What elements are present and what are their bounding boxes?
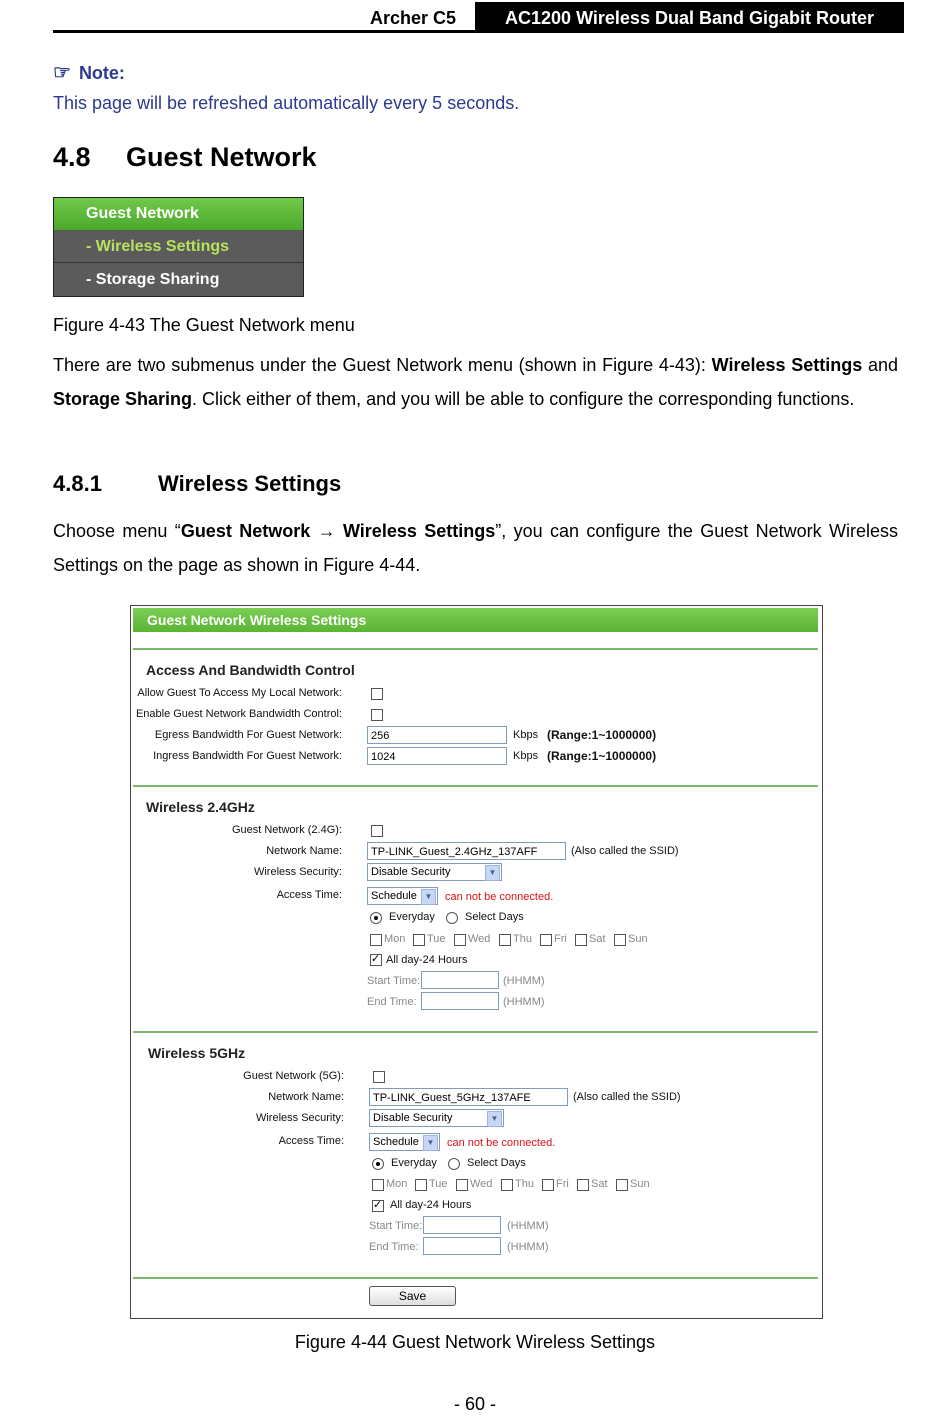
w24-wed-label: Wed bbox=[468, 933, 491, 945]
egress-unit: Kbps bbox=[513, 729, 539, 741]
note-heading bbox=[53, 60, 125, 85]
chevron-down-icon: ▼ bbox=[423, 1135, 438, 1151]
bandwidth-control-label: Enable Guest Network Bandwidth Control: bbox=[135, 708, 342, 720]
w5-fri-checkbox[interactable] bbox=[542, 1179, 554, 1191]
w24-access-value: Schedule bbox=[371, 890, 417, 902]
screen-title-bar: Guest Network Wireless Settings bbox=[133, 608, 818, 632]
w5-security-value: Disable Security bbox=[373, 1112, 453, 1124]
w5-tue-label: Tue bbox=[429, 1178, 448, 1190]
w5-everyday-label: Everyday bbox=[391, 1157, 437, 1169]
w24-sun-checkbox[interactable] bbox=[614, 934, 626, 946]
w5-sat-checkbox[interactable] bbox=[577, 1179, 589, 1191]
w24-allday-checkbox[interactable] bbox=[370, 954, 382, 966]
subsection-number: 4.8.1 bbox=[53, 471, 102, 496]
w24-fri-label: Fri bbox=[554, 933, 567, 945]
w5-security-select[interactable] bbox=[369, 1109, 504, 1127]
w5-start-label: Start Time: bbox=[369, 1220, 423, 1232]
w24-thu-label: Thu bbox=[513, 933, 532, 945]
w24-access-select[interactable] bbox=[367, 887, 438, 905]
w24-thu-checkbox[interactable] bbox=[499, 934, 511, 946]
save-button[interactable]: Save bbox=[369, 1286, 456, 1306]
header-rule bbox=[53, 30, 904, 33]
w5-thu-checkbox[interactable] bbox=[501, 1179, 513, 1191]
para2-text-1: Choose menu “ bbox=[53, 521, 181, 541]
header-product: AC1200 Wireless Dual Band Gigabit Router bbox=[475, 2, 904, 32]
para2-text-2: ”, you can configure the Guest Network Wireless Settings on the page as shown in Figure 4-44. bbox=[53, 521, 898, 575]
w24-tue-label: Tue bbox=[427, 933, 446, 945]
w24-end-hint: (HHMM) bbox=[503, 996, 545, 1008]
w5-end-input[interactable] bbox=[423, 1237, 501, 1255]
subsection-title: Wireless Settings bbox=[158, 471, 342, 496]
page-number: - 60 - bbox=[453, 1394, 496, 1414]
w5-tue-checkbox[interactable] bbox=[415, 1179, 427, 1191]
w5-security-label: Wireless Security: bbox=[255, 1112, 344, 1124]
w24-sun-label: Sun bbox=[628, 933, 648, 945]
pointing-hand-icon: ☞ bbox=[53, 62, 71, 84]
para1-text-1: There are two submenus under the Guest Network menu (shown in Figure 4-43): bbox=[53, 355, 712, 375]
w5-allday-label: All day-24 Hours bbox=[390, 1199, 472, 1211]
w24-start-input[interactable] bbox=[421, 971, 499, 989]
note-text: This page will be refreshed automatically every 5 seconds. bbox=[53, 93, 520, 113]
paragraph-choose-menu bbox=[53, 515, 898, 582]
w5-name-label: Network Name: bbox=[268, 1091, 344, 1103]
w5-guest-checkbox[interactable] bbox=[373, 1071, 385, 1083]
menu-item-guest-network[interactable]: Guest Network bbox=[54, 198, 303, 230]
w5-mon-label: Mon bbox=[386, 1178, 408, 1190]
w5-sat-label: Sat bbox=[591, 1178, 608, 1190]
w5-fri-label: Fri bbox=[556, 1178, 569, 1190]
w24-everyday-label: Everyday bbox=[389, 911, 435, 923]
chevron-down-icon: ▼ bbox=[487, 1111, 502, 1127]
ingress-label: Ingress Bandwidth For Guest Network: bbox=[153, 750, 342, 762]
figure-44-caption: Figure 4-44 Guest Network Wireless Settings bbox=[294, 1332, 656, 1352]
section-divider bbox=[133, 1031, 818, 1033]
w24-select-days-label: Select Days bbox=[465, 911, 524, 923]
w24-guest-checkbox[interactable] bbox=[371, 825, 383, 837]
w24-warning: can not be connected. bbox=[445, 891, 554, 903]
section-number: 4.8 bbox=[53, 142, 91, 172]
w24-name-label: Network Name: bbox=[266, 845, 342, 857]
menu-item-wireless-settings[interactable]: - Wireless Settings bbox=[54, 231, 303, 263]
w5-allday-checkbox[interactable] bbox=[372, 1200, 384, 1212]
w24-select-days-radio[interactable] bbox=[446, 912, 458, 924]
w5-ssid-note: (Also called the SSID) bbox=[573, 1091, 681, 1103]
egress-input[interactable]: 256 bbox=[367, 726, 507, 744]
egress-range: (Range:1~1000000) bbox=[547, 728, 657, 742]
w24-heading: Wireless 2.4GHz bbox=[146, 799, 255, 815]
w24-security-select[interactable] bbox=[367, 863, 502, 881]
w24-sat-label: Sat bbox=[589, 933, 606, 945]
w24-ssid-note: (Also called the SSID) bbox=[571, 845, 679, 857]
w5-start-input[interactable] bbox=[423, 1216, 501, 1234]
w5-select-days-label: Select Days bbox=[467, 1157, 526, 1169]
w24-end-input[interactable] bbox=[421, 992, 499, 1010]
ingress-unit: Kbps bbox=[513, 750, 539, 762]
para1-bold-2: Storage Sharing bbox=[53, 388, 193, 409]
w24-guest-label: Guest Network (2.4G): bbox=[231, 824, 342, 836]
w5-access-select[interactable] bbox=[369, 1133, 440, 1151]
w5-ssid-input[interactable]: TP-LINK_Guest_5GHz_137AFE bbox=[369, 1088, 568, 1106]
w24-wed-checkbox[interactable] bbox=[454, 934, 466, 946]
para1-text-3: . Click either of them, and you will be able to configure the corresponding functions. bbox=[192, 388, 855, 409]
w5-heading: Wireless 5GHz bbox=[148, 1045, 246, 1061]
w24-access-label: Access Time: bbox=[276, 889, 342, 901]
arrow-icon: → bbox=[317, 521, 336, 541]
paragraph-submenus bbox=[53, 349, 898, 416]
w24-security-label: Wireless Security: bbox=[253, 866, 342, 878]
w5-thu-label: Thu bbox=[515, 1178, 534, 1190]
section-title: Guest Network bbox=[126, 142, 317, 172]
w5-access-value: Schedule bbox=[373, 1136, 419, 1148]
para2-bold-1: Guest Network bbox=[180, 521, 311, 541]
figure-43-caption: Figure 4-43 The Guest Network menu bbox=[53, 315, 355, 335]
ingress-range: (Range:1~1000000) bbox=[547, 749, 657, 763]
w24-tue-checkbox[interactable] bbox=[413, 934, 425, 946]
w5-sun-label: Sun bbox=[630, 1178, 650, 1190]
para2-bold-2: Wireless Settings bbox=[342, 521, 496, 541]
w5-select-days-radio[interactable] bbox=[448, 1158, 460, 1170]
w24-start-label: Start Time: bbox=[367, 975, 421, 987]
menu-item-storage-sharing[interactable]: - Storage Sharing bbox=[54, 264, 303, 296]
w5-guest-label: Guest Network (5G): bbox=[243, 1070, 344, 1082]
allow-local-checkbox[interactable] bbox=[371, 688, 383, 700]
access-heading: Access And Bandwidth Control bbox=[146, 662, 355, 678]
w5-everyday-radio[interactable] bbox=[372, 1158, 384, 1170]
section-divider bbox=[133, 785, 818, 787]
guest-wireless-settings-screenshot bbox=[130, 605, 823, 1319]
note-label: Note: bbox=[78, 63, 125, 83]
para1-text-2: and bbox=[862, 355, 898, 375]
allow-local-label: Allow Guest To Access My Local Network: bbox=[137, 687, 342, 699]
section-heading bbox=[53, 142, 317, 173]
w24-mon-checkbox[interactable] bbox=[370, 934, 382, 946]
guest-network-menu bbox=[53, 197, 304, 297]
section-divider bbox=[133, 1277, 818, 1279]
bandwidth-control-checkbox[interactable] bbox=[371, 709, 383, 721]
header-model: Archer C5 bbox=[370, 8, 457, 28]
w5-end-label: End Time: bbox=[369, 1241, 419, 1253]
w24-sat-checkbox[interactable] bbox=[575, 934, 587, 946]
w5-warning: can not be connected. bbox=[447, 1137, 556, 1149]
w5-start-hint: (HHMM) bbox=[507, 1220, 549, 1232]
w24-fri-checkbox[interactable] bbox=[540, 934, 552, 946]
w5-access-label: Access Time: bbox=[278, 1135, 344, 1147]
w24-start-hint: (HHMM) bbox=[503, 975, 545, 987]
w24-security-value: Disable Security bbox=[371, 866, 451, 878]
subsection-heading bbox=[53, 471, 341, 497]
w24-ssid-input[interactable]: TP-LINK_Guest_2.4GHz_137AFF bbox=[367, 842, 566, 860]
w5-end-hint: (HHMM) bbox=[507, 1241, 549, 1253]
w5-sun-checkbox[interactable] bbox=[616, 1179, 628, 1191]
w5-wed-checkbox[interactable] bbox=[456, 1179, 468, 1191]
w5-wed-label: Wed bbox=[470, 1178, 493, 1190]
chevron-down-icon: ▼ bbox=[421, 889, 436, 905]
ingress-input[interactable]: 1024 bbox=[367, 747, 507, 765]
w24-mon-label: Mon bbox=[384, 933, 406, 945]
w24-allday-label: All day-24 Hours bbox=[386, 954, 468, 966]
section-divider bbox=[133, 648, 818, 650]
w5-mon-checkbox[interactable] bbox=[372, 1179, 384, 1191]
chevron-down-icon: ▼ bbox=[485, 865, 500, 881]
w24-everyday-radio[interactable] bbox=[370, 912, 382, 924]
w24-end-label: End Time: bbox=[367, 996, 417, 1008]
para1-bold-1: Wireless Settings bbox=[711, 355, 863, 375]
egress-label: Egress Bandwidth For Guest Network: bbox=[154, 729, 342, 741]
